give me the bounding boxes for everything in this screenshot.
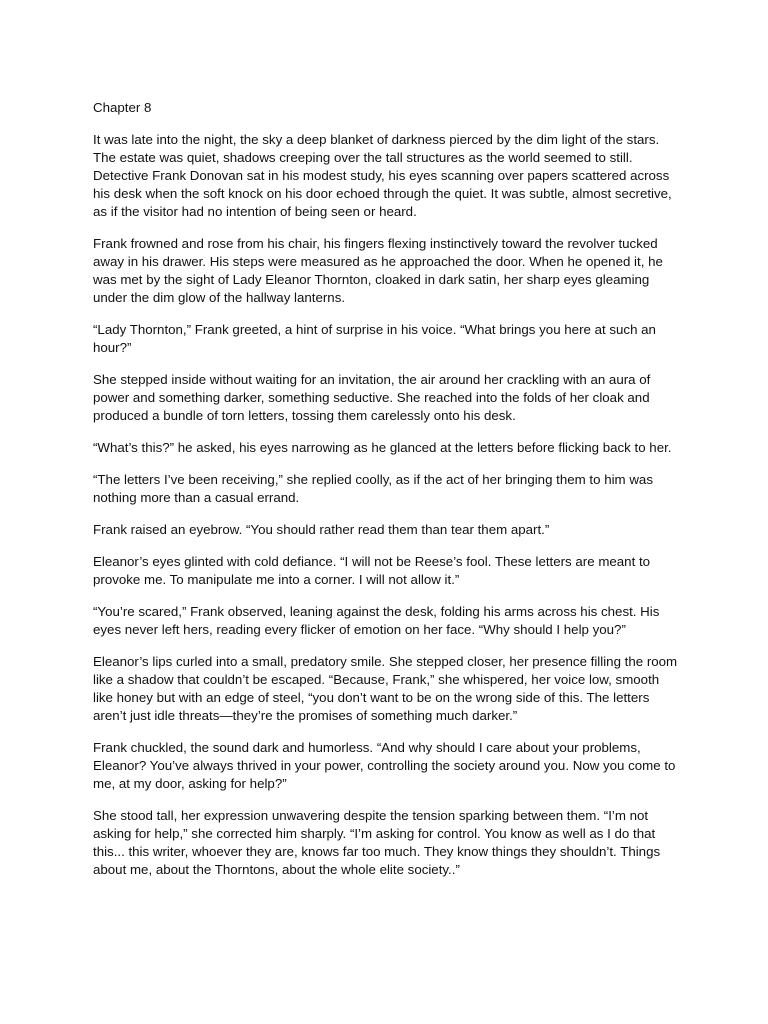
chapter-heading: Chapter 8	[93, 100, 152, 115]
paragraph: “The letters I’ve been receiving,” she replied coolly, as if the act of her bringing them to him was nothing more than a casual errand.	[93, 472, 653, 505]
paragraph: She stood tall, her expression unwavering despite the tension sparking between them. “I’m not asking for help,” she corrected him sharply. “I’m asking for control. You know as well as I do that this... this writer, whoever they are, knows far too much. They know things they shouldn’t. Things about me, about the Thorntons, about the whole elite society..”	[93, 808, 661, 877]
paragraph: Eleanor’s lips curled into a small, predatory smile. She stepped closer, her presence filling the room like a shadow that couldn’t be escaped. “Because, Frank,” she whispered, her voice low, smooth like honey but with an edge of steel, “you don’t want to be on the wrong side of this. The letters aren’t just idle threats—they’re the promises of something much darker.”	[93, 654, 678, 723]
paragraph: “What’s this?” he asked, his eyes narrowing as he glanced at the letters before flicking back to her.	[93, 440, 672, 455]
paragraph: Frank raised an eyebrow. “You should rather read them than tear them apart.”	[93, 522, 550, 537]
document-page	[93, 99, 678, 893]
paragraph: Frank chuckled, the sound dark and humorless. “And why should I care about your problems, Eleanor? You’ve always thrived in your power, controlling the society around you. Now you come to me, at my door, asking for help?”	[93, 740, 676, 791]
paragraph: It was late into the night, the sky a deep blanket of darkness pierced by the dim light of the stars. The estate was quiet, shadows creeping over the tall structures as the world seemed to still. Detective Frank Donovan sat in his modest study, his eyes scanning over papers scattered across his desk when the soft knock on his door echoed through the quiet. It was subtle, almost secretive, as if the visitor had no intention of being seen or heard.	[93, 132, 672, 219]
paragraph: Eleanor’s eyes glinted with cold defiance. “I will not be Reese’s fool. These letters are meant to provoke me. To manipulate me into a corner. I will not allow it.”	[93, 554, 651, 587]
paragraph: “You’re scared,” Frank observed, leaning against the desk, folding his arms across his chest. His eyes never left hers, reading every flicker of emotion on her face. “Why should I help you?”	[93, 604, 660, 637]
paragraph: Frank frowned and rose from his chair, his fingers flexing instinctively toward the revolver tucked away in his drawer. His steps were measured as he approached the door. When he opened it, he was met by the sight of Lady Eleanor Thornton, cloaked in dark satin, her sharp eyes gleaming under the dim glow of the hallway lanterns.	[93, 236, 663, 305]
paragraph: “Lady Thornton,” Frank greeted, a hint of surprise in his voice. “What brings you here at such an hour?”	[93, 322, 656, 355]
paragraph: She stepped inside without waiting for an invitation, the air around her crackling with an aura of power and something darker, something seductive. She reached into the folds of her cloak and produced a bundle of torn letters, tossing them carelessly onto his desk.	[93, 372, 651, 423]
